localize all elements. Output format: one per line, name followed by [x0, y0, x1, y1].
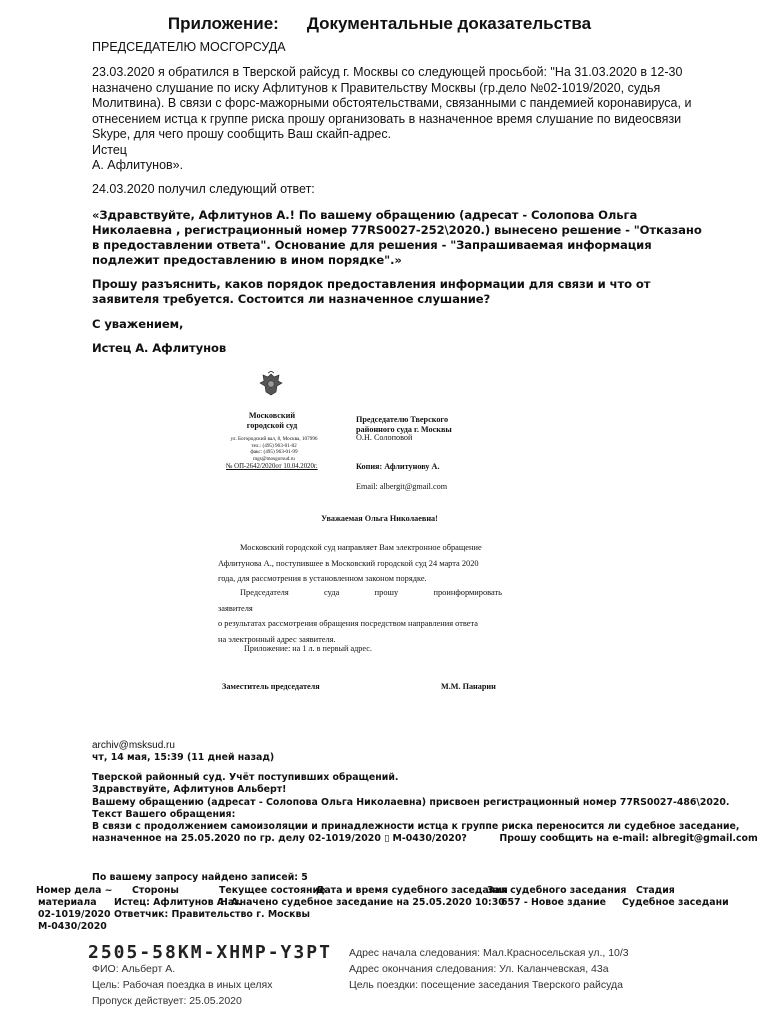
regards: С уважением,: [92, 317, 184, 331]
received-line: 24.03.2020 получил следующий ответ:: [92, 182, 315, 196]
row-case-number: 02-1019/2020 М-0430/2020: [38, 909, 111, 933]
pass-to-address: Адрес окончания следования: Ул. Каланчевская, 43а: [349, 963, 609, 975]
signature: Истец А. Афлитунов: [92, 341, 227, 355]
row-plaintiff: Истец: Афлитунов А. А.: [114, 897, 242, 908]
deputy-name: М.М. Панарин: [441, 682, 496, 691]
addressee: ПРЕДСЕДАТЕЛЮ МОСГОРСУДА: [92, 40, 286, 54]
pass-code: 2505-58KM-XHMP-Y3PT: [88, 942, 332, 963]
court-name: Московский городской суд: [246, 411, 298, 430]
request-paragraph: [92, 277, 732, 307]
intro-line: Skype, для чего прошу сообщить Ваш скайп-адрес.: [92, 127, 392, 141]
court-address: ул. Богородский вал, 8, Москва, 107996 тел.: (495) 963-01-82 факс: (495) 963-01-99 mgs@mosgorsud.ru: [230, 436, 318, 462]
request-line: Прошу разъяснить, каков порядок предоставления информации для связи и что от: [92, 277, 651, 291]
row-defendant: Ответчик: Правительство г. Москвы: [114, 909, 310, 920]
page-title: [0, 14, 759, 34]
quote-line: подлежит предоставлению в ином порядке".»: [92, 253, 402, 267]
title-left: Приложение:: [167, 14, 279, 33]
intro-line: 23.03.2020 я обратился в Тверской райсуд г. Москвы со следующей просьбой: "На 31.03.2020 в 12-30: [92, 65, 683, 79]
intro-line: отнесением истца к группе риска прошу организовать в назначенное время слушание по видеосвязи: [92, 111, 682, 126]
letter-paragraph-1: Московский городской суд направляет Вам электронное обращение Афлитунова А., поступившее в Московский городской суд 24 марта 2020 года, для рассмотрения в установленном законом порядке.: [218, 543, 482, 583]
intro-line: А. Афлитунов».: [92, 158, 184, 172]
letter-attachment: Приложение: на 1 л. в первый адрес.: [244, 644, 372, 653]
row-hall: 657 - Новое здание: [501, 897, 607, 908]
quote-line: Николаевна , регистрационный номер 77RS0027-252\2020.) вынесено решение - "Отказано: [92, 223, 702, 237]
court-reply-quote: [92, 208, 732, 268]
pass-from-address: Адрес начала следования: Мал.Красносельская ул., 10/3: [349, 947, 629, 959]
row-state-datetime: Назначено судебное заседание на 25.05.2020 10:30: [220, 897, 505, 908]
email-body: Тверской районный суд. Учёт поступивших обращений. Здравствуйте, Афлитунов Альберт! Вашему обращению (адресат - Солопова Ольга Николаевна) присвоен регистрационный номер 77RS0027-486\2020. Текст Вашего обращения: В связи с продолжением самоизоляции и принадлежности истца к группе риска переносится ли судебное заседание, назначенное на 25.05.2020 по гр. делу 02-1019/2020 ▯ М-0430/2020? Прошу сообщить на e-mail: albregit@gmail.com: [92, 772, 758, 845]
intro-line: Молитвина). В связи с форс-мажорными обстоятельствами, связанными с пандемией коронавируса, и: [92, 96, 692, 110]
search-found-count: По вашему запросу найдено записей: 5: [92, 872, 308, 883]
pass-valid: Пропуск действует: 25.05.2020: [92, 995, 242, 1007]
pass-goal: Цель: Рабочая поездка в иных целях: [92, 979, 273, 991]
letter-paragraph-2: Председателя суда прошу проинформировать заявителя о результатах рассмотрения обращения посредством направления ответа на электронный адрес заявителя.: [218, 588, 502, 644]
quote-line: «Здравствуйте, Афлитунов А.! По вашему обращению (адресат - Солопова Ольга: [92, 208, 638, 222]
coat-of-arms-icon: [258, 371, 284, 397]
header-parties: Стороны: [132, 885, 179, 896]
row-stage: Судебное заседани: [622, 897, 729, 908]
quote-line: в предоставлении ответа". Основание для решения - "Запрашиваемая информация: [92, 238, 652, 252]
pass-purpose: Цель поездки: посещение заседания Тверского райсуда: [349, 979, 623, 991]
header-stage: Стадия: [636, 885, 675, 896]
email-date: чт, 14 мая, 15:39 (11 дней назад): [92, 752, 275, 763]
letter-number: № ОП-2642/2020от 10.04.2020г.: [226, 463, 318, 470]
header-case-number: Номер дела ~ материала: [36, 885, 113, 909]
intro-paragraph: [92, 65, 732, 174]
pass-name: ФИО: Альберт А.: [92, 963, 176, 975]
letter-greeting: Уважаемая Ольга Николаевна!: [321, 514, 438, 523]
letter-recipient-name: О.Н. Солоповой: [356, 433, 413, 442]
intro-line: назначено слушание по иску Афлитунов к Правительству Москвы (гр.дело №02-1019/2020, судья: [92, 80, 661, 95]
letter-recipient: Председателю Тверского районного суда г. Москвы: [356, 415, 452, 434]
intro-line: Истец: [92, 142, 127, 157]
email-sender: archiv@msksud.ru: [92, 740, 175, 751]
letter-copy: Копия: Афлитунову А.: [356, 462, 440, 471]
header-state: Текущее состояние: [219, 885, 326, 896]
deputy-title: Заместитель председателя: [222, 682, 320, 691]
request-line: заявителя требуется. Состоится ли назначенное слушание?: [92, 292, 491, 306]
letter-email: Email: albergit@gmail.com: [356, 482, 448, 491]
title-right: Документальные доказательства: [306, 14, 592, 33]
header-datetime: Дата и время судебного заседания: [316, 885, 508, 896]
header-hall: Зал судебного заседания: [487, 885, 627, 896]
